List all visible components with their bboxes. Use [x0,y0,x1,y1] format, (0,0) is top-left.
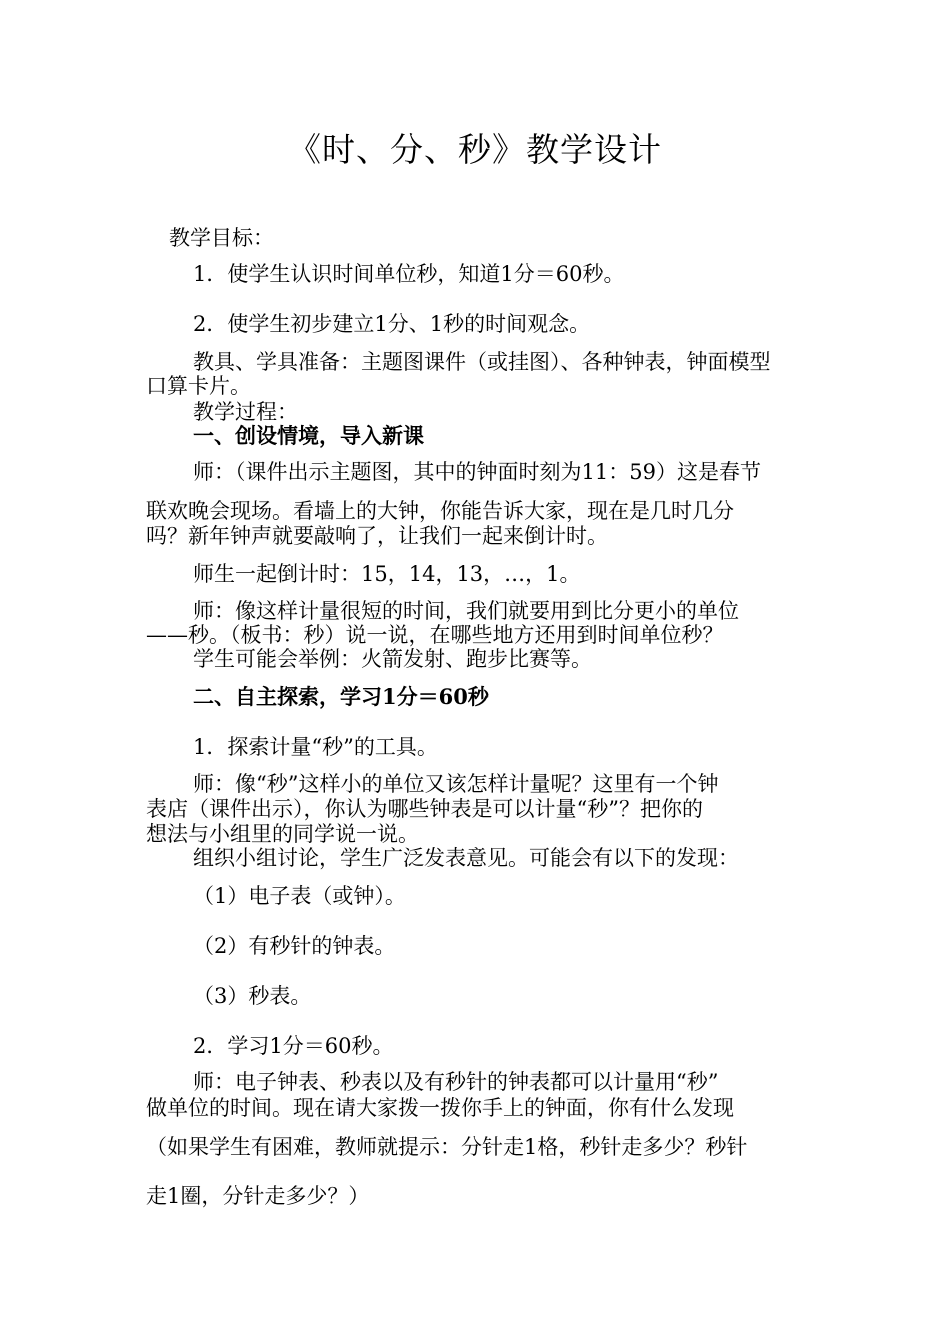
paragraph-line: 师：像“秒”这样小的单位又该怎样计量呢？这里有一个钟 [193,772,719,796]
list-item: （1）电子表（或钟）。 [193,884,406,908]
section-heading-1: 一、创设情境，导入新课 [193,423,424,448]
list-item: （2）有秒针的钟表。 [193,934,396,958]
paragraph-line: 表店（课件出示），你认为哪些钟表是可以计量“秒”？把你的 [146,797,703,821]
paragraph-line: 想法与小组里的同学说一说。 [146,822,419,846]
paragraph-line: 师：（课件出示主题图，其中的钟面时刻为11：59）这是春节 [193,460,761,484]
section-label-objectives: 教学目标： [169,226,274,250]
materials-paragraph-line: 口算卡片。 [146,374,251,398]
section-label-process: 教学过程： [193,400,298,424]
document-title: 《时、分、秒》教学设计 [288,130,662,169]
paragraph-line: 师：像这样计量很短的时间，我们就要用到比分更小的单位 [193,599,739,623]
subsection-heading: 1．探索计量“秒”的工具。 [193,735,438,759]
paragraph-line: 联欢晚会现场。看墙上的大钟，你能告诉大家，现在是几时几分 [146,499,734,523]
paragraph-line: 师生一起倒计时：15，14，13，…，1。 [193,562,581,586]
list-item: （3）秒表。 [193,984,312,1008]
subsection-heading: 2．学习1分＝60秒。 [193,1034,394,1058]
paragraph-line: 学生可能会举例：火箭发射、跑步比赛等。 [193,647,592,671]
paragraph-line: ——秒。（板书：秒）说一说，在哪些地方还用到时间单位秒？ [146,623,724,647]
section-heading-2: 二、自主探索，学习1分＝60秒 [193,684,489,709]
paragraph-line: （如果学生有困难，教师就提示：分针走1格，秒针走多少？秒针 [146,1135,748,1159]
paragraph-line: 走1圈，分针走多少？） [146,1184,370,1208]
paragraph-line: 组织小组讨论，学生广泛发表意见。可能会有以下的发现： [193,846,739,870]
paragraph-line: 做单位的时间。现在请大家拨一拨你手上的钟面，你有什么发现 [146,1096,734,1120]
materials-paragraph-line: 教具、学具准备：主题图课件（或挂图）、各种钟表，钟面模型 [193,350,771,374]
paragraph-line: 师：电子钟表、秒表以及有秒针的钟表都可以计量用“秒” [193,1070,719,1094]
paragraph-line: 吗？新年钟声就要敲响了，让我们一起来倒计时。 [146,524,608,548]
objective-item-2: 2．使学生初步建立1分、1秒的时间观念。 [193,312,591,336]
objective-item-1: 1．使学生认识时间单位秒，知道1分＝60秒。 [193,262,625,286]
